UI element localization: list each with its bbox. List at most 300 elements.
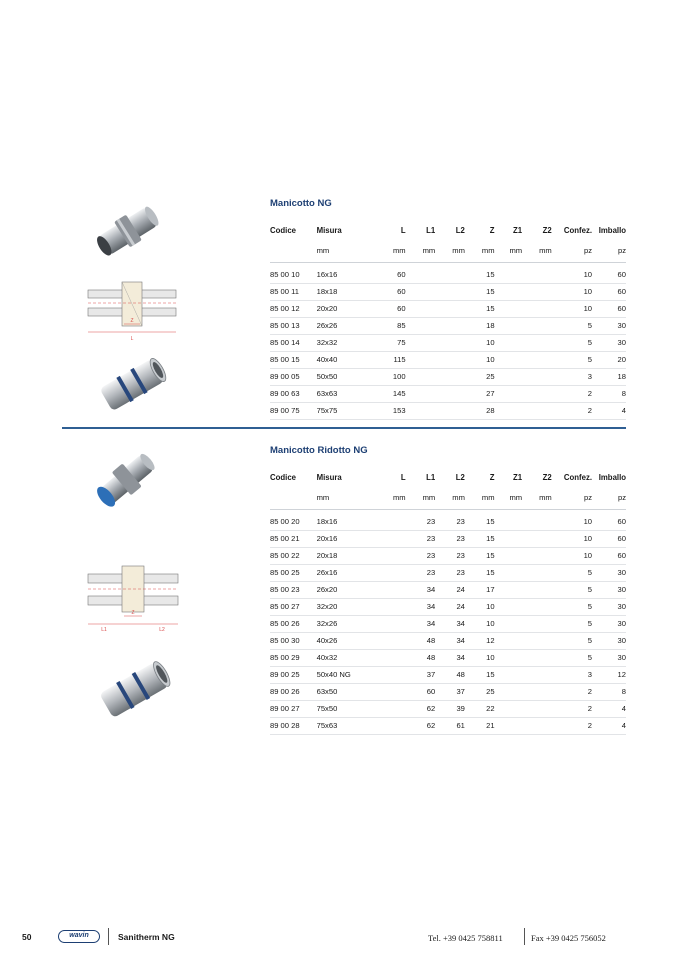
header-imballo: Imballo [598,472,626,482]
header-codice: Codice [270,225,296,235]
cell-z2 [522,385,552,402]
cell-l2 [435,334,465,351]
table-row [270,351,626,368]
cell-l: 60 [370,283,406,300]
wavin-logo: wavin [58,930,100,943]
table-row [270,598,626,615]
cell-confez: 2 [552,700,592,717]
table-row [270,615,626,632]
cell-z: 15 [465,547,495,564]
cell-z1 [495,564,523,581]
cell-l1 [406,402,436,419]
header-l1: L1 [426,225,436,235]
diagram-label-l2: L2 [159,627,165,633]
section-title: Manicotto Ridotto NG [270,445,368,456]
cell-codice: 89 00 63 [270,385,317,402]
cell-z2 [522,564,552,581]
cell-z1 [495,351,523,368]
table-row [270,402,626,419]
cell-misura: 20x16 [317,530,370,547]
cell-confez: 5 [552,598,592,615]
header-l: L [400,472,406,482]
cell-z: 25 [465,368,495,385]
cell-z2 [522,267,552,284]
unit-confez: pz [552,487,592,510]
cell-codice: 85 00 26 [270,615,317,632]
cell-confez: 2 [552,402,592,419]
cell-codice: 85 00 13 [270,317,317,334]
cell-z1 [495,368,523,385]
cell-codice: 85 00 29 [270,649,317,666]
cell-l2: 23 [435,564,465,581]
unit-l: mm [370,487,406,510]
cell-z2 [522,317,552,334]
cell-z: 10 [465,598,495,615]
cell-z: 10 [465,351,495,368]
table-row [270,267,626,284]
cell-confez: 10 [552,300,592,317]
cell-z2 [522,283,552,300]
manicotto-ng-table [270,220,626,420]
cell-misura: 26x26 [317,317,370,334]
cell-l1: 34 [406,615,436,632]
table-row [270,300,626,317]
cell-z2 [522,530,552,547]
table-row [270,717,626,734]
cell-z1 [495,317,523,334]
cell-imballo: 60 [592,547,626,564]
header-l1: L1 [426,472,436,482]
cell-codice: 85 00 20 [270,514,317,531]
cell-z2 [522,402,552,419]
table-row [270,385,626,402]
cell-z2 [522,368,552,385]
cell-imballo: 30 [592,649,626,666]
cell-z: 17 [465,581,495,598]
cell-l2 [435,283,465,300]
cell-z: 15 [465,514,495,531]
cell-z2 [522,649,552,666]
header-l2: L2 [455,472,465,482]
cell-z2 [522,581,552,598]
cell-z1 [495,402,523,419]
cell-l1 [406,334,436,351]
cell-l: 100 [370,368,406,385]
unit-z: mm [465,487,495,510]
cell-l2: 48 [435,666,465,683]
cell-l2: 34 [435,649,465,666]
cell-z1 [495,632,523,649]
cell-misura: 40x26 [317,632,370,649]
cell-codice: 89 00 27 [270,700,317,717]
cell-confez: 10 [552,547,592,564]
cell-l2: 24 [435,581,465,598]
cell-codice: 85 00 11 [270,283,317,300]
cell-codice: 85 00 25 [270,564,317,581]
table-row [270,649,626,666]
cell-confez: 3 [552,368,592,385]
table-row [270,317,626,334]
header-misura: Misura [316,472,342,482]
cell-l: 75 [370,334,406,351]
cell-z: 28 [465,402,495,419]
cell-codice: 85 00 21 [270,530,317,547]
cell-l2: 39 [435,700,465,717]
cell-misura: 32x20 [317,598,370,615]
cell-z1 [495,267,523,284]
cell-z: 10 [465,649,495,666]
cell-z: 15 [465,666,495,683]
table-row [270,666,626,683]
cell-z2 [522,547,552,564]
cell-codice: 85 00 22 [270,547,317,564]
cell-confez: 10 [552,514,592,531]
cell-imballo: 30 [592,564,626,581]
table-row [270,514,626,531]
cell-z2 [522,351,552,368]
cell-l2 [435,267,465,284]
cell-l [370,581,406,598]
cell-l1: 48 [406,649,436,666]
cell-confez: 5 [552,317,592,334]
cell-z: 12 [465,632,495,649]
cell-l1 [406,317,436,334]
cell-imballo: 30 [592,598,626,615]
cell-l [370,598,406,615]
cell-confez: 10 [552,267,592,284]
cell-misura: 18x18 [317,283,370,300]
cell-l: 60 [370,267,406,284]
page-number: 50 [22,932,32,942]
table-row [270,581,626,598]
cell-l1: 23 [406,564,436,581]
cell-l2: 61 [435,717,465,734]
section-divider [62,427,626,429]
cross-section-diagram-2 [84,560,182,636]
cell-imballo: 12 [592,666,626,683]
section-title: Manicotto NG [270,198,332,209]
cell-z: 27 [465,385,495,402]
cell-confez: 3 [552,666,592,683]
cell-misura: 40x32 [317,649,370,666]
cell-z1 [495,649,523,666]
cell-l2: 34 [435,615,465,632]
cell-l1: 48 [406,632,436,649]
cell-imballo: 60 [592,267,626,284]
table-row [270,283,626,300]
cell-z1 [495,666,523,683]
cell-z1 [495,530,523,547]
footer-divider [524,928,525,945]
manicotto-ridotto-photo-2 [94,654,174,726]
diagram-label-l1: L1 [101,627,107,633]
cell-l [370,547,406,564]
header-confez: Confez. [563,472,593,482]
cell-l1: 23 [406,530,436,547]
cell-z2 [522,514,552,531]
cell-z: 22 [465,700,495,717]
table-header-row [270,467,626,487]
cell-imballo: 60 [592,283,626,300]
unit-codice [270,487,317,510]
cell-l1 [406,267,436,284]
diagram-label-l: L [130,336,134,342]
unit-misura: mm [317,240,370,263]
cell-l [370,649,406,666]
cell-l: 153 [370,402,406,419]
table-row [270,632,626,649]
cell-l [370,530,406,547]
cell-z2 [522,683,552,700]
cell-z: 10 [465,615,495,632]
cell-l1 [406,368,436,385]
cell-imballo: 18 [592,368,626,385]
table-header-row [270,220,626,240]
cell-imballo: 30 [592,615,626,632]
page-footer [0,930,678,946]
cell-z1 [495,717,523,734]
table-row [270,700,626,717]
cell-misura: 75x63 [317,717,370,734]
table-row [270,564,626,581]
cell-confez: 5 [552,351,592,368]
cross-section-diagram-1 [84,274,180,344]
table-row [270,683,626,700]
cell-misura: 40x40 [317,351,370,368]
cell-confez: 10 [552,283,592,300]
cell-codice: 85 00 12 [270,300,317,317]
cell-misura: 32x32 [317,334,370,351]
cell-misura: 63x63 [317,385,370,402]
cell-imballo: 30 [592,334,626,351]
cell-z1 [495,683,523,700]
manicotto-ridotto-ng-table [270,467,626,735]
table-row [270,530,626,547]
cell-misura: 26x20 [317,581,370,598]
cell-l1: 60 [406,683,436,700]
cell-z1 [495,283,523,300]
cell-confez: 5 [552,334,592,351]
cell-l2: 24 [435,598,465,615]
cell-l [370,615,406,632]
cell-z1 [495,300,523,317]
cell-l2: 34 [435,632,465,649]
header-z1: Z1 [513,472,523,482]
cell-l [370,564,406,581]
unit-z2: mm [522,487,552,510]
cell-confez: 5 [552,632,592,649]
cell-z: 15 [465,530,495,547]
cell-codice: 85 00 27 [270,598,317,615]
cell-imballo: 4 [592,700,626,717]
cell-confez: 10 [552,530,592,547]
cell-misura: 16x16 [317,267,370,284]
cell-l: 145 [370,385,406,402]
cell-z: 15 [465,300,495,317]
cell-l1 [406,300,436,317]
cell-misura: 63x50 [317,683,370,700]
cell-confez: 5 [552,581,592,598]
phone-number: Tel. +39 0425 758811 [428,933,503,943]
cell-z1 [495,615,523,632]
unit-imballo: pz [592,487,626,510]
cell-l [370,683,406,700]
cell-codice: 89 00 75 [270,402,317,419]
unit-imballo: pz [592,240,626,263]
unit-l1: mm [406,240,436,263]
cell-z1 [495,385,523,402]
header-confez: Confez. [563,225,593,235]
cell-z1 [495,598,523,615]
cell-l1: 37 [406,666,436,683]
header-z: Z [489,225,495,235]
cell-codice: 89 00 05 [270,368,317,385]
cell-l2 [435,402,465,419]
unit-l: mm [370,240,406,263]
cell-misura: 50x40 NG [317,666,370,683]
header-imballo: Imballo [598,225,626,235]
cell-l [370,632,406,649]
cell-imballo: 30 [592,317,626,334]
cell-confez: 2 [552,717,592,734]
cell-z2 [522,615,552,632]
header-misura: Misura [316,225,342,235]
cell-z1 [495,581,523,598]
cell-codice: 89 00 25 [270,666,317,683]
cell-imballo: 8 [592,683,626,700]
cell-imballo: 60 [592,530,626,547]
cell-l2: 23 [435,514,465,531]
cell-imballo: 4 [592,402,626,419]
cell-misura: 26x16 [317,564,370,581]
header-l2: L2 [455,225,465,235]
header-z2: Z2 [542,225,552,235]
manicotto-photo-1 [88,196,168,266]
header-l: L [400,225,406,235]
cell-l [370,514,406,531]
cell-misura: 20x20 [317,300,370,317]
diagram-label-z: Z [130,318,134,324]
cell-l1: 23 [406,547,436,564]
cell-z1 [495,700,523,717]
product-line: Sanitherm NG [118,932,175,942]
cell-misura: 75x75 [317,402,370,419]
cell-z1 [495,334,523,351]
unit-l1: mm [406,487,436,510]
table-units-row [270,240,626,263]
cell-codice: 85 00 23 [270,581,317,598]
cell-l: 115 [370,351,406,368]
cell-imballo: 30 [592,632,626,649]
cell-codice: 85 00 15 [270,351,317,368]
cell-l1: 62 [406,700,436,717]
cell-codice: 85 00 14 [270,334,317,351]
cell-codice: 89 00 26 [270,683,317,700]
unit-l2: mm [435,487,465,510]
unit-l2: mm [435,240,465,263]
cell-l1: 62 [406,717,436,734]
table-units-row [270,487,626,510]
cell-z: 25 [465,683,495,700]
cell-l: 60 [370,300,406,317]
cell-misura: 75x50 [317,700,370,717]
cell-imballo: 60 [592,300,626,317]
header-z2: Z2 [542,472,552,482]
cell-z2 [522,300,552,317]
cell-l: 85 [370,317,406,334]
header-z1: Z1 [513,225,523,235]
cell-l2: 23 [435,530,465,547]
cell-imballo: 4 [592,717,626,734]
cell-z2 [522,666,552,683]
cell-l2 [435,300,465,317]
cell-confez: 5 [552,649,592,666]
cell-z: 10 [465,334,495,351]
cell-z2 [522,700,552,717]
cell-l1 [406,351,436,368]
unit-z2: mm [522,240,552,263]
cell-l2: 23 [435,547,465,564]
cell-l [370,666,406,683]
cell-l2 [435,385,465,402]
cell-imballo: 30 [592,581,626,598]
cell-l2: 37 [435,683,465,700]
cell-codice: 85 00 10 [270,267,317,284]
cell-z: 15 [465,267,495,284]
footer-divider [108,928,109,945]
cell-l1: 34 [406,598,436,615]
cell-l1: 23 [406,514,436,531]
cell-confez: 2 [552,385,592,402]
unit-z1: mm [495,240,523,263]
cell-l1 [406,283,436,300]
diagram-label-z2: Z [131,610,135,616]
manicotto-photo-2 [94,352,170,418]
unit-codice [270,240,317,263]
header-codice: Codice [270,472,296,482]
cell-z: 21 [465,717,495,734]
manicotto-ridotto-photo-1 [86,444,166,516]
cell-z: 15 [465,283,495,300]
cell-imballo: 8 [592,385,626,402]
cell-codice: 89 00 28 [270,717,317,734]
unit-z: mm [465,240,495,263]
manicotto-ridotto-ng-section [270,443,626,735]
cell-misura: 32x26 [317,615,370,632]
unit-z1: mm [495,487,523,510]
cell-z: 15 [465,564,495,581]
cell-imballo: 60 [592,514,626,531]
table-row [270,334,626,351]
cell-z2 [522,334,552,351]
cell-misura: 18x16 [317,514,370,531]
cell-l2 [435,351,465,368]
manicotto-ng-section [270,196,626,420]
cell-misura: 50x50 [317,368,370,385]
table-row [270,368,626,385]
cell-z2 [522,632,552,649]
cell-l2 [435,368,465,385]
cell-imballo: 20 [592,351,626,368]
cell-l [370,700,406,717]
cell-l [370,717,406,734]
cell-l1 [406,385,436,402]
cell-confez: 2 [552,683,592,700]
cell-z2 [522,598,552,615]
fax-number: Fax +39 0425 756052 [531,933,606,943]
table-row [270,547,626,564]
cell-z2 [522,717,552,734]
